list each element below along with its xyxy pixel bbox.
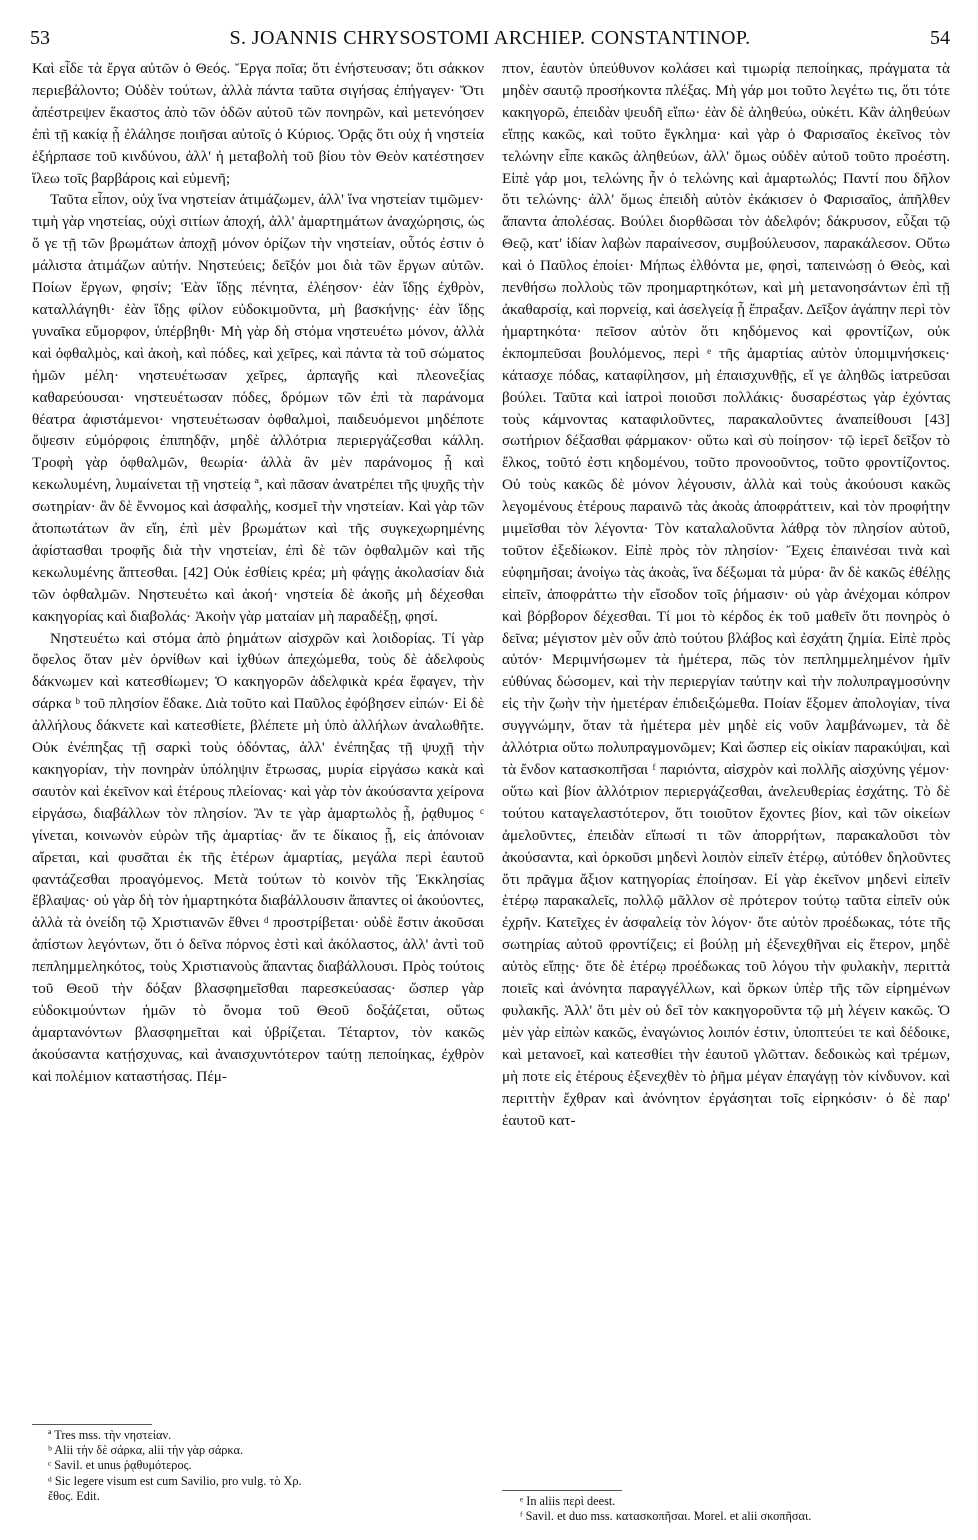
footnote-rule: [32, 1424, 152, 1425]
right-column: [502, 58, 950, 1131]
footnote: ᵉ In aliis περὶ deest.: [520, 1494, 616, 1508]
footnotes-left: [48, 1428, 478, 1504]
paragraph: Καὶ εἶδε τὰ ἔργα αὐτῶν ὁ Θεός. Ἔργα ποῖα; ὅτι ἐνήστευσαν; ὅτι σάκκον περιεβάλοντο; Οὐδὲν τούτων, ἀλλὰ πάντα ταῦτα σιγήσας ἐπήγαγεν· Ὅτι ἀπέστρεψεν ἕκαστος ἀπὸ τῶν ὁδῶν αὐτοῦ τῶν πονηρῶν, καὶ μετενόησεν ἐπὶ τῇ κακίᾳ ᾗ ἐλάλησε ποιῆσαι αὐτοῖς ὁ Κύριος. Ὁρᾷς ὅτι οὐχ ἡ νηστεία ἐξήρπασε τοῦ κινδύνου, ἀλλ' ἡ μεταβολὴ τοῦ βίου τὸν Θεὸν κατέστησεν ἵλεω τοῖς βαρβάροις καὶ εὐμενῆ;: [32, 60, 484, 187]
footnote: ᵈ Sic legere visum est cum Savilio, pro vulg. τὸ Χρ.: [48, 1473, 302, 1488]
footnote: ª Tres mss. τὴν νηστείαν.: [48, 1428, 172, 1442]
paragraph: πτον, ἑαυτὸν ὑπεύθυνον κολάσει καὶ τιμωρίᾳ πεποίηκας, πράγματα τὰ μηδὲν σαυτῷ προσήκοντα πλέξας. Μὴ γάρ μοι τοῦτο λεγέτω τις, ὅτι τότε κακηγορῶ, ἐπειδὰν ψευδῆ εἴπω· ἐὰν δὲ ἀληθεύω, οὐκέτι. Κἂν ἀληθεύων εἴπῃς κακῶς, καὶ τοῦτο ἔγκλημα· καὶ γὰρ ὁ Φαρισαῖος ἐκεῖνος τὸν τελώνην εἶπε κακῶς ἀληθεύων, ἀλλ' ὅμως οὐδὲν αὐτοῦ τοῦτο προέστη. Εἰπὲ γάρ μοι, τελώνης ἦν ὁ τελώνης καὶ ἁμαρτωλός; Παντί που δῆλον ὅτι τελώνης· ἀλλ' ὅμως ἐπειδὴ αὐτὸν ἐκάκισεν ὁ Φαρισαῖος, ἀπῆλθεν ἅπαντα ἀπολέσας. Βούλει διορθῶσαι τὸν ἀδελφόν; δάκρυσον, εὖξαι τῷ Θεῷ, κατ' ἰδίαν λαβὼν παραίνεσον, συμβούλευσον, παρακάλεσον. Οὕτω καὶ ὁ Παῦλος ἐποίει· Μήπως ἐλθόντα με, φησὶ, ταπεινώσῃ ὁ Θεὸς, καὶ πενθήσω πολλοὺς τῶν προημαρτηκότων, καὶ μὴ μετανοησάντων ἐπὶ τῇ ἀκαθαρσίᾳ, καὶ πορνείᾳ, καὶ ἀσελγείᾳ ᾗ ἔπραξαν. Δεῖξον ἀγάπην περὶ τὸν ἡμαρτηκότα· πεῖσον αὐτὸν ὅτι κηδόμενος καὶ φροντίζων, οὐκ ἐκπομπεῦσαι βουλόμενος, περὶ ᵉ τῆς ἁμαρτίας αὐτὸν ὑπομιμνήσκεις· κάτασχε πόδας, καταφίλησον, μὴ ἐπαισχυνθῇς, εἴ γε ἀληθῶς ἰατρεῦσαι βούλει. Ταῦτα καὶ ἰατροὶ ποιοῦσι πολλάκις· δυσαρέστως γὰρ ἐχόντας τοὺς κάμνοντας καταφιλοῦντες, παρακαλοῦντες ἀναπείθουσι [43] σωτήριον δέξασθαι φάρμακον· οὕτω καὶ σὺ ποίησον· τῷ ἱερεῖ δεῖξον τὸ ἕλκος, τοῦτό ἐστι κηδομένου, τοῦτο προνοοῦντος, τοῦτο φροντίζοντος. Οὐ τοὺς κακῶς δὲ μόνον λέγουσιν, ἀλλὰ καὶ τοὺς ἀκούουσι κακῶς λεγομένους ἑτέρους παραινῶ τὰς ἀκοὰς ἀποφράττειν, καὶ τὸν προφήτην μιμεῖσθαι τὸν λέγοντα· Τὸν καταλαλοῦντα λάθρᾳ τὸν πλησίον αὐτοῦ, τοῦτον ἐξεδίωκον. Εἰπὲ πρὸς τὸν πλησίον· Ἔχεις ἐπαινέσαι τινὰ καὶ εὐφημῆσαι; ἀνοίγω τὰς ἀκοὰς, ἵνα δέξωμαι τὰ μύρα· ἂν δὲ κακῶς ἐθέλῃς εἰπεῖν, ἀποφράττω τὴν εἴσοδον τοῖς ῥήμασιν· οὐ γὰρ ἀνέχομαι κόπρον καὶ βόρβορον δέχεσθαι. Τί μοι τὸ κέρδος ἐκ τοῦ μαθεῖν ὅτι πονηρὸς ὁ δεῖνα; μέγιστον μὲν οὖν ἀπὸ τούτου βλάβος καὶ ἐσχάτη ζημία. Εἰπὲ πρὸς αὐτόν· Μεριμνήσωμεν τὰ ἡμέτερα, πῶς τὸν πεπλημμελημένον ἡμῖν εὐθύνας δώσομεν, καὶ τὴν περιεργίαν ταύτην καὶ τὴν πολυπραγμοσύνην εἰς τὴν ζωὴν τὴν ἡμετέραν ἐπιδειξώμεθα. Ποίαν ἕξομεν ἀπολογίαν, τίνα συγγνώμην, ὅταν τὰ ἡμέτερα μὲν μηδὲ εἰς νοῦν λαμβάνωμεν, τὰ δὲ ἀλλότρια οὕτω πολυπραγμονῶμεν; Καὶ ὥσπερ εἰς οἰκίαν παρακύψαι, καὶ τὰ ἔνδον κατασκοπῆσαι ᶠ παριόντα, αἰσχρὸν καὶ πολλῆς αἰσχύνης γέμον· οὕτω καὶ βίον ἀλλότριον περιεργάζεσθαι, ἀνελευθερίας ἐσχάτης. Τὸ δὲ τούτου καταγελαστότερον, ὅτι τοιοῦτον ἔχοντες βίον, καὶ τῶν οἰκείων ἀμελοῦντες, ἐπειδὰν εἴπωσί τι τῶν ἀπορρήτων, παρακαλοῦσι τὸν ἀκούσαντα, καὶ ὁρκοῦσι μηδενὶ λοιπὸν εἰπεῖν ἑτέρῳ, αὐτόθεν δηλοῦντες ὅτι πρᾶγμα ἄξιον κατηγορίας ἐποίησαν. Εἰ γὰρ ἐκεῖνον μηδενὶ εἰπεῖν ἑτέρῳ παρακαλεῖς, πολλῷ μᾶλλον σὲ πρότερον τούτῳ ταῦτα εἰπεῖν οὐκ ἐχρῆν. Κατεῖχες ἐν ἀσφαλείᾳ τὸν λόγον· ὅτε αὐτὸν προέδωκας, τότε τῆς σωτηρίας αὐτοῦ φροντίζεις; εἰ βούλῃ μὴ ἐξενεχθῆναι εἰς ἕτερον, μηδὲ αὐτὸς εἴπῃς· ὅτε δὲ ἑτέρῳ προέδωκας τοῦ λόγου τὴν φυλακὴν, περιττὰ ποιεῖς καὶ ἀνόνητα παραγγέλλων, καὶ ὅρκων ὑπὲρ τῆς τῶν εἰρημένων φυλακῆς. Ἀλλ' ὅτι μὲν οὐ δεῖ τὸν κακηγοροῦντα τῷ μὴ λέγειν κακῶς. Ὁ μὲν γὰρ εἰπὼν κακῶς, ἐναγώνιος λοιπόν ἐστιν, ὑποπτεύει τε καὶ δέδοικε, καὶ μετανοεῖ, καὶ κατεσθίει τὴν ἑαυτοῦ γλῶτταν. δεδοικὼς καὶ τρέμων, μὴ ποτε εἰς ἑτέρους ἐξενεχθὲν τὸ ῥῆμα μέγαν ἐπαγάγῃ τὸν κίνδυνον. καὶ περιττὴν ἔχθραν καὶ ἀνόνητον ἐργάσηται τοῖς εἰρηκόσιν· ὁ δὲ παρ' ἑαυτοῦ κατ-: [502, 60, 950, 1129]
running-title: S. JOANNIS CHRYSOSTOMI ARCHIEP. CONSTANTINOP.: [229, 27, 751, 49]
footnote: ἔθος. Edit.: [48, 1488, 100, 1503]
paragraph: Ταῦτα εἶπον, οὐχ ἵνα νηστείαν ἀτιμάζωμεν, ἀλλ' ἵνα νηστείαν τιμῶμεν· τιμὴ γὰρ νηστείας, οὐχὶ σιτίων ἀποχή, ἀλλ' ἁμαρτημάτων ἀναχώρησις, ὡς ὅ γε τῇ τῶν βρωμάτων ἀποχῇ μόνον ὁρίζων τὴν νηστείαν, οὗτός ἐστιν ὁ μάλιστα ἀτιμάζων αὐτήν. Νηστεύεις; δεῖξόν μοι διὰ τῶν ἔργων αὐτῶν. Ποίων ἔργων, φησίν; Ἐὰν ἴδῃς πένητα, ἐλέησον· ἐὰν ἴδῃς ἐχθρὸν, καταλλάγηθι· ἐὰν ἴδῃς φίλον εὐδοκιμοῦντα, μὴ βασκήνῃς· ἐὰν ἴδῃς γυναῖκα εὔμορφον, ὑπέρβηθι· Μὴ γὰρ δὴ στόμα νηστευέτω μόνον, ἀλλὰ καὶ ὀφθαλμὸς, καὶ ἀκοὴ, καὶ πόδες, καὶ χεῖρες, καὶ πάντα τὰ τοῦ σώματος ἡμῶν μέλη· νηστευέτωσαν χεῖρες, ἁρπαγῆς καὶ πλεονεξίας καθαρεύουσαι· νηστευέτωσαν πόδες, δρόμων τῶν ἐπὶ τὰ παράνομα θέατρα ἀφιστάμενοι· νηστευέτωσαν ὀφθαλμοὶ, παιδευόμενοι μηδέποτε ὄψεσιν εὐμόρφοις ἐπιπηδᾷν, μηδὲ ἀλλότρια περιεργάζεσθαι κάλλη. Τροφὴ γὰρ ὀφθαλμῶν, θεωρία· ἀλλὰ ἂν μὲν παράνομος ᾖ καὶ κεκωλυμένη, λυμαίνεται τῇ νηστείᾳ ª, καὶ πᾶσαν ἀνατρέπει τῆς ψυχῆς τὴν σωτηρίαν· ἂν δὲ ἔννομος καὶ ἀσφαλὴς, κοσμεῖ τὴν νηστείαν. Καὶ γὰρ τῶν ἀτοπωτάτων ἂν εἴη, ἐπὶ μὲν βρωμάτων καὶ τῆς συγκεχωρημένης ἀφίστασθαι τροφῆς διὰ τὴν νηστείαν, ἐπὶ δὲ τῶν ὀφθαλμῶν καὶ τῆς κεκωλυμένης ἅπτεσθαι. [42] Οὐκ ἐσθίεις κρέα; μὴ φάγῃς ἀκολασίαν διὰ τῶν ὀφθαλμῶν. Νηστευέτω καὶ ἀκοή· νηστεία δὲ ἀκοῆς μὴ δέχεσθαι κακηγορίας καὶ διαβολάς· Ἀκοὴν γὰρ ματαίαν μὴ παραδέξῃ, φησί.: [32, 191, 484, 625]
footnotes-right: [520, 1494, 940, 1524]
footnote: ᶜ Savil. et unus ῥᾳθυμότερος.: [48, 1458, 192, 1473]
page-number-left: 53: [30, 27, 50, 49]
footnote: ᶠ Savil. et duo mss. κατασκοπῆσαι. Morel. et alii σκοπῆσαι.: [520, 1509, 812, 1524]
footnote: ᵇ Alii τὴν δὲ σάρκα, alii τὴν γὰρ σάρκα.: [48, 1443, 244, 1458]
running-header: [30, 14, 950, 50]
paragraph: Νηστευέτω καὶ στόμα ἀπὸ ῥημάτων αἰσχρῶν καὶ λοιδορίας. Τί γὰρ ὄφελος ὅταν μὲν ὀρνίθων καὶ ἰχθύων ἀπεχώμεθα, τοὺς δὲ ἀδελφοὺς δάκνωμεν καὶ κατεσθίωμεν; Ὁ κακηγορῶν ἀδελφικὰ κρέα ἔφαγεν, τὴν σάρκα ᵇ τοῦ πλησίον ἔδακε. Διὰ τοῦτο καὶ Παῦλος ἐφόβησεν εἰπών· Εἰ δὲ ἀλλήλους δάκνετε καὶ κατεσθίετε, βλέπετε μὴ ὑπὸ ἀλλήλων ἀναλωθῆτε. Οὐκ ἐνέπηξας τῇ σαρκὶ τοὺς ὀδόντας, ἀλλ' ἐνέπηξας τῇ ψυχῇ τὴν κακηγορίαν, τὴν πονηρὰν ὑπόληψιν ἔτρωσας, μυρία εἰργάσω κακὰ καὶ σαυτὸν καὶ ἐκεῖνον καὶ ἑτέρους πλείονας· καὶ γὰρ τὸν ἀκούσαντα χείρονα εἰργάσω, διαβάλλων τὸν πλησίον. Ἂν τε γὰρ ἁμαρτωλὸς ᾖ, ῥᾳθυμος ᶜ γίνεται, κοινωνὸν εὑρὼν τῆς ἁμαρτίας· ἄν τε δίκαιος ᾖ, εἰς ἀπόνοιαν αἴρεται, καὶ φυσᾶται ἐκ τῆς ἑτέρων ἁμαρτίας, μεγάλα περὶ ἑαυτοῦ φαντάζεσθαι προαγόμενος. Μετὰ τούτων τὸ κοινὸν τῆς Ἐκκλησίας ἔβλαψας· οὐ γὰρ δὴ τὸν ἡμαρτηκότα διαβάλλουσιν ἅπαντες οἱ ἀκούοντες, ἀλλὰ τὰ ὀνείδη τῷ Χριστιανῶν ἔθνει ᵈ προστρίβεται· οὐδὲ ἔστιν ἀκοῦσαι ἀπίστων λεγόντων, ὅτι ὁ δεῖνα πόρνος ἐστὶ καὶ ἀκόλαστος, ἀλλ' ἀντὶ τοῦ πεπλημμεληκότος, τοὺς Χριστιανοὺς ἅπαντας διαβάλλουσι. Πρὸς τούτοις τοῦ Θεοῦ τὴν δόξαν βλασφημεῖσθαι παρεσκεύασας· ὥσπερ γὰρ εὐδοκιμούντων ἡμῶν τὸ ὄνομα τοῦ Θεοῦ δοξάζεται, οὕτως ἁμαρτανόντων βλασφημεῖται καὶ ὑβρίζεται. Τέταρτον, τὸν κακῶς ἀκούσαντα κατῄσχυνας, καὶ ἀναισχυντότερον ταύτῃ πεποίηκας, ἐχθρὸν καὶ πολέμιον καταστήσας. Πέμ-: [32, 629, 484, 1085]
page-number-right: 54: [930, 27, 950, 49]
footnote-rule: [502, 1490, 622, 1491]
left-column: [32, 58, 484, 1088]
